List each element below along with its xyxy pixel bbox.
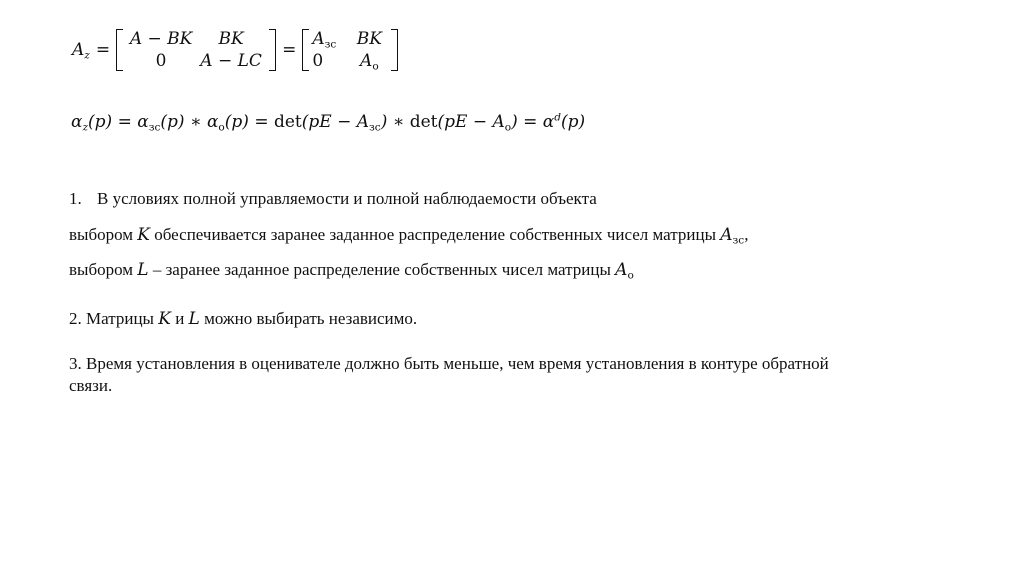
matrix-cell: BK: [218, 29, 244, 49]
block-matrix-1: [116, 29, 276, 71]
list-item-number: 1.: [69, 189, 82, 208]
variable-k: K: [158, 309, 171, 329]
list-item-1-line-2: выбором K обеспечивается заранее заданное распределение собственных чисел матрицы $A_{зс}$,: [69, 225, 749, 247]
list-item-3: 3. Время установления в оценивателе должно быть меньше, чем время установления в контуре обратной связи.: [69, 354, 829, 395]
variable-l: L: [188, 309, 200, 329]
matrix-a-zs: $A_{зс}$: [720, 225, 745, 247]
matrix-cell: A − BK: [129, 29, 193, 49]
matrix-a-o: $A_о$: [615, 260, 634, 282]
matrix-cell: 0: [155, 51, 167, 71]
list-item-1-line-3: выбором L – заранее заданное распределение собственных чисел матрицы $A_о$: [69, 260, 634, 282]
matrix-cell: BK: [356, 29, 382, 49]
matrix-equation: [72, 25, 398, 75]
list-item-text: В условиях полной управляемости и полной наблюдаемости объекта: [97, 189, 597, 208]
left-bracket-icon: [302, 29, 309, 71]
characteristic-polynomial-equation: $\alpha_z(p) = \alpha_{зс}(p)$ ∗ $\alpha_о(p) = \det(pE - A_{зс})$ ∗ $\det(pE - A_о) = \alpha^d(p)$: [71, 111, 586, 134]
matrix-cell: $A_{зс}$: [312, 29, 337, 51]
list-item-1: [69, 188, 597, 210]
matrix-cell: $A_о$: [360, 51, 379, 73]
right-bracket-icon: [391, 29, 398, 71]
block-matrix-2: [302, 29, 398, 71]
variable-k: K: [137, 225, 150, 245]
matrix-cell: A − LC: [200, 51, 262, 71]
equals-sign: =: [95, 40, 111, 60]
variable-l: L: [137, 260, 149, 280]
lhs: $A_z$: [72, 40, 90, 62]
matrix-cell: 0: [312, 51, 324, 71]
list-item-2: 2. Матрицы K и L можно выбирать независимо.: [69, 309, 418, 329]
equals-sign: =: [282, 40, 297, 60]
right-bracket-icon: [269, 29, 276, 71]
left-bracket-icon: [116, 29, 123, 71]
